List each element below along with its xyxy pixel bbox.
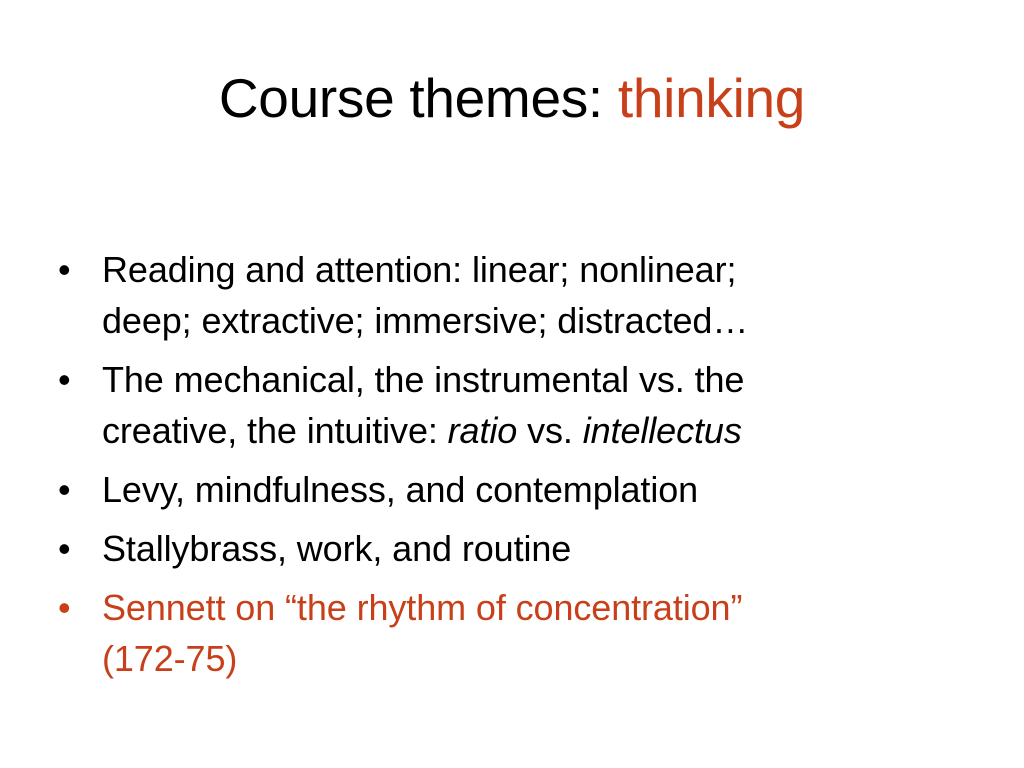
bullet-text-segment: creative, the intuitive: bbox=[102, 410, 448, 451]
bullet-item-levy bbox=[58, 464, 968, 515]
bullet-text-line: Levy, mindfulness, and contemplation bbox=[102, 469, 699, 510]
bullet-item-mechanical bbox=[58, 354, 968, 456]
bullet-item-reading bbox=[58, 244, 968, 346]
bullet-text-line: deep; extractive; immersive; distracted… bbox=[102, 300, 749, 341]
bullet-item-sennett bbox=[58, 582, 968, 684]
bullet-dot-icon: • bbox=[58, 469, 71, 510]
bullet-text-line: Stallybrass, work, and routine bbox=[102, 528, 572, 569]
bullet-dot-icon: • bbox=[58, 359, 71, 400]
bullet-dot-icon: • bbox=[58, 587, 71, 628]
italic-term-intellectus: intellectus bbox=[582, 410, 742, 451]
bullet-text-line: Sennett on “the rhythm of concentration” bbox=[102, 587, 743, 628]
bullet-list bbox=[58, 244, 968, 692]
bullet-dot-icon: • bbox=[58, 528, 71, 569]
slide-title bbox=[0, 58, 1024, 138]
title-prefix: Course themes: bbox=[218, 67, 618, 129]
bullet-text-line: (172-75) bbox=[102, 638, 238, 679]
bullet-item-stallybrass bbox=[58, 523, 968, 574]
bullet-text-segment: vs. bbox=[517, 410, 583, 451]
italic-term-ratio: ratio bbox=[447, 410, 518, 451]
bullet-text-line bbox=[102, 405, 968, 456]
title-accent: thinking bbox=[617, 67, 806, 129]
bullet-text-line: Reading and attention: linear; nonlinear; bbox=[102, 249, 737, 290]
bullet-dot-icon: • bbox=[58, 249, 71, 290]
bullet-text-line: The mechanical, the instrumental vs. the bbox=[102, 359, 745, 400]
